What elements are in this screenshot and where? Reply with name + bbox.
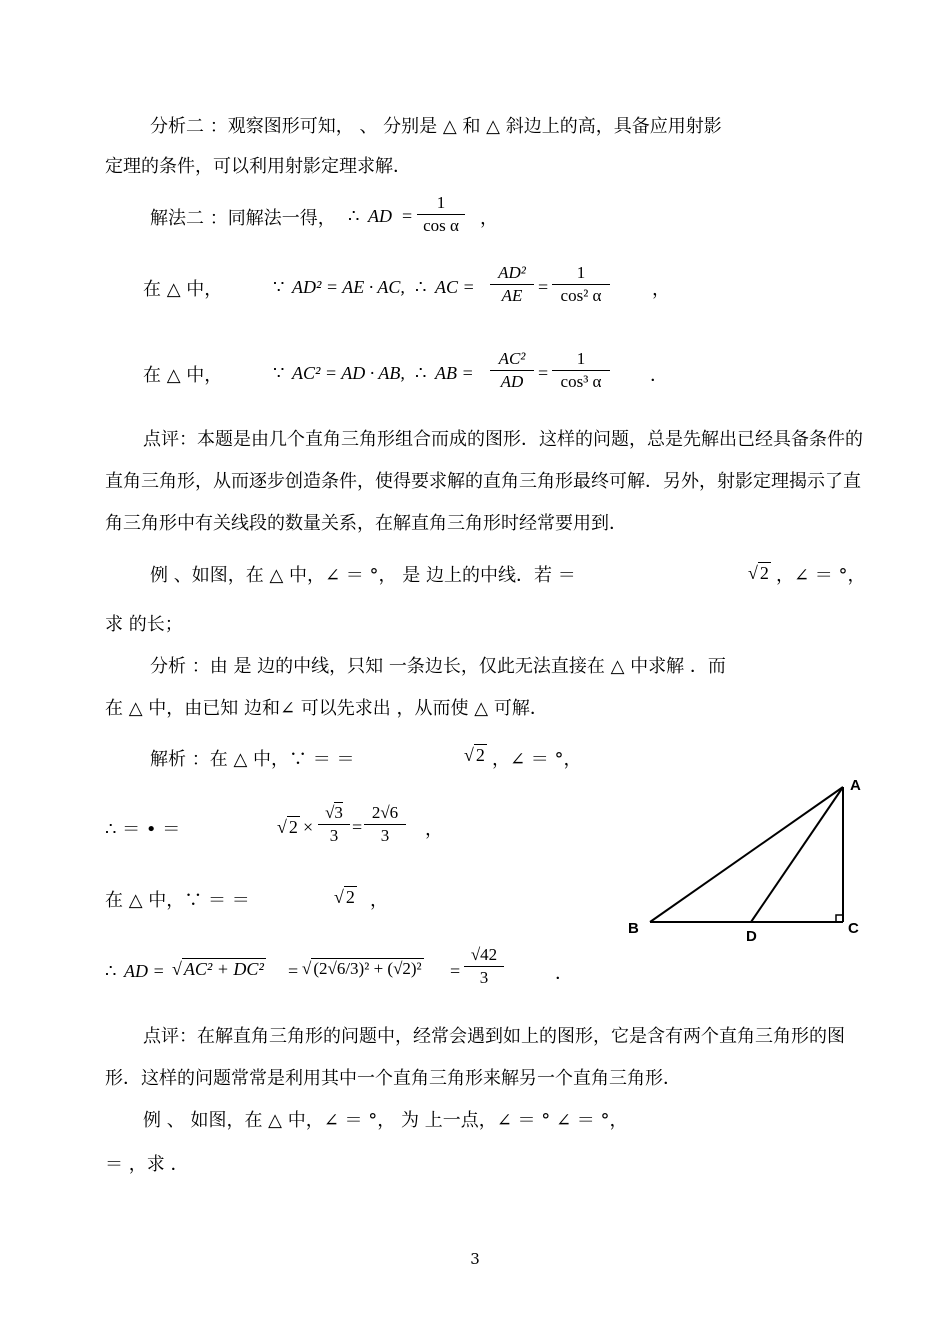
comment1-line2: 直角三角形，从而逐步创造条件，使得要求解的直角三角形最终可解．另外，射影定理揭示了直 [105,471,861,492]
solution2-line: 解法二 ：同解法一得， [150,208,336,229]
equation2-period: ． [650,365,668,386]
label-a: A [850,777,861,794]
equation2-prefix: 在 △ 中， [143,365,223,386]
comment2-line2: 形．这样的问题常常是利用其中一个直角三角形来解另一个直角三角形． [105,1068,681,1089]
solution-line1: 解析 ：在 △ 中，∵ ＝ ＝ [150,749,355,770]
equals-sign: = [538,277,549,297]
example2-line2: ＝ ，求 ． [105,1154,189,1175]
solution-line1-tail: ，∠ ＝ °， [492,749,582,770]
analysis2-line1: 分析二 ：观察图形可知， 、 分别是 △ 和 △ 斜边上的高，具备应用射影 [150,116,722,137]
equals-sign: = [538,363,549,383]
comment2-line1: 点评：在解直角三角形的问题中，经常会遇到如上的图形，它是含有两个直角三角形的图 [143,1026,845,1047]
equation1-prefix: 在 △ 中， [143,279,223,300]
ab-equals: AB = [435,363,474,383]
solution-line3: 在 △ 中，∵ ＝ ＝ [105,890,250,911]
fraction-ac2-over-ad: AC² AD [490,348,534,393]
comment1-line1: 点评：本题是由几个直角三角形组合而成的图形．这样的问题，总是先解出已经具备条件的 [143,429,863,450]
solution-line2-comma: ， [425,819,443,840]
fraction-sqrt42-over-3: √42 3 [464,944,504,989]
solution2-comma: ， [480,208,498,229]
equation1-lhs: AD² = AE · AC, [292,277,405,297]
fraction-1-over-cos2: 1 cos² α [552,262,610,307]
page-number: 3 [470,1250,480,1268]
sqrt-two: √ 2 [464,745,485,765]
solution-line4-period: ． [555,963,573,984]
therefore-sign: ∴ [415,363,427,383]
therefore-sign: ∴ [105,961,117,981]
fraction-2sqrt6-over-3: 2√6 3 [364,802,406,847]
sqrt-two: √ 2 [748,563,769,583]
right-angle-mark [836,915,843,922]
equals-sign: = [288,961,299,981]
triangle-figure [620,770,880,950]
therefore-sign: ∴ [415,277,427,297]
equals-sign: = [450,961,461,981]
label-d: D [746,928,757,945]
label-c: C [848,920,859,937]
therefore-sign: ∴ [348,206,360,226]
example-line1-tail: ，∠ ＝ °， [776,565,866,586]
sqrt-two: √ 2 [334,887,355,907]
fraction-1-over-cos3: 1 cos³ α [552,348,610,393]
solution-line2: ∴ ＝ • ＝ [105,819,181,840]
times-sign: × [303,817,314,837]
fraction-ad2-over-ae: AD² AE [490,262,534,307]
sqrt-ac2-dc2: √ AC² + DC² [172,959,264,979]
sqrt-big-expression: √ (2√6/3)² + (√2)² [302,959,422,978]
sqrt-two: √ 2 [277,817,298,837]
side-da [751,787,843,922]
solution-line3-comma: ， [370,890,388,911]
side-ba [650,787,843,922]
equation2-lhs: AC² = AD · AB, [292,363,405,383]
fraction-1-over-cos: 1 cos α [417,192,465,237]
ad-label: AD [368,206,392,226]
example-line2: 求 的长； [105,614,183,635]
equals-sign: = [352,817,363,837]
analysis-line2: 在 △ 中，由已知 边和∠ 可以先求出 ，从而使 △ 可解． [105,698,548,719]
analysis2-line2: 定理的条件，可以利用射影定理求解． [105,156,411,177]
fraction-sqrt3-over-3: √3 3 [318,802,350,847]
example2-line1: 例 、 如图，在 △ 中，∠ ＝ °， 为 上一点，∠ ＝ ° ∠ ＝ °， [143,1110,628,1131]
because-sign: ∵ [273,277,285,297]
label-b: B [628,920,639,937]
example-line1: 例 、如图，在 △ 中，∠ ＝ °， 是 边上的中线．若 ＝ [150,565,576,586]
equals-sign: = [402,206,413,226]
comment1-line3: 角三角形中有关线段的数量关系，在解直角三角形时经常要用到． [105,513,627,534]
analysis-line1: 分析 ：由 是 边的中线，只知 一条边长，仅此无法直接在 △ 中求解 ．而 [150,656,726,677]
ad-equals: AD = [124,961,165,981]
equation1-comma: ， [652,279,670,300]
because-sign: ∵ [273,363,285,383]
ac-equals: AC = [435,277,475,297]
